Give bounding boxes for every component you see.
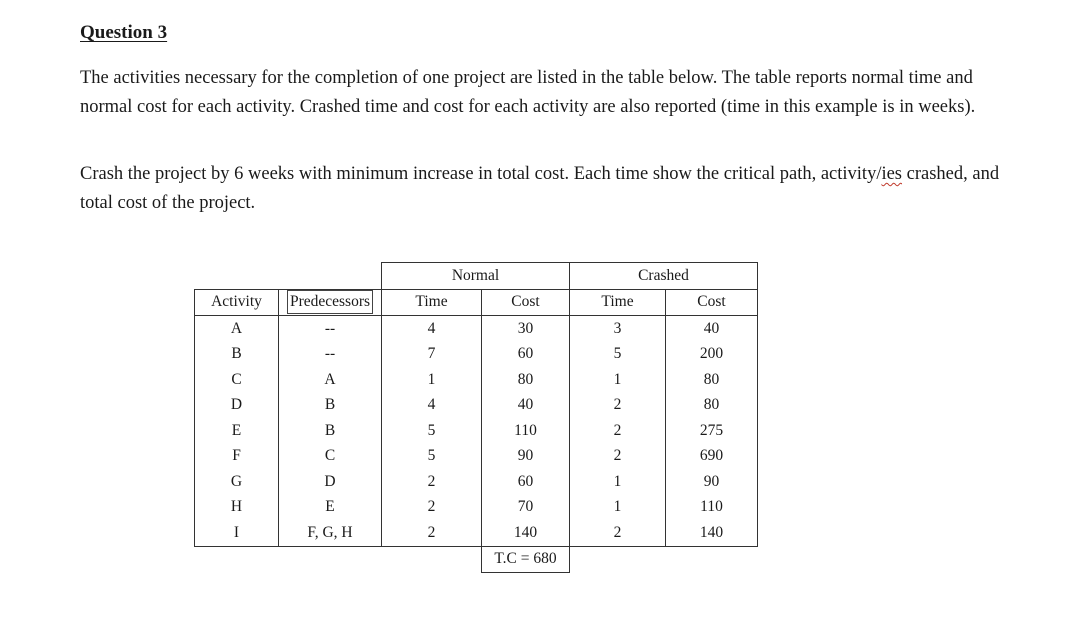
normal-time-cell: 5 (382, 444, 482, 470)
table-row (195, 393, 758, 419)
normal-cost-cell: 80 (482, 367, 570, 393)
crashed-cost-cell: 40 (666, 316, 758, 342)
crashed-cost-cell: 690 (666, 444, 758, 470)
normal-cost-cell: 40 (482, 393, 570, 419)
normal-time-cell: 2 (382, 495, 482, 521)
normal-cost-cell: 60 (482, 469, 570, 495)
crashed-time-cell: 2 (570, 520, 666, 546)
table-row (195, 316, 758, 342)
crashed-time-cell: 5 (570, 342, 666, 368)
normal-time-cell: 2 (382, 469, 482, 495)
activity-cell: G (195, 469, 279, 495)
column-header-row (195, 289, 758, 316)
crashed-time-cell: 2 (570, 444, 666, 470)
crashed-time-cell: 1 (570, 367, 666, 393)
predecessors-cell: C (279, 444, 382, 470)
activity-cell: F (195, 444, 279, 470)
table-row (195, 444, 758, 470)
crashed-cost-cell: 90 (666, 469, 758, 495)
normal-cost-cell: 30 (482, 316, 570, 342)
activity-cell: C (195, 367, 279, 393)
spellcheck-flagged-word[interactable]: ies (881, 164, 903, 184)
group-header-row (195, 263, 758, 290)
predecessors-cell: A (279, 367, 382, 393)
normal-cost-cell: 60 (482, 342, 570, 368)
normal-time-cell: 7 (382, 342, 482, 368)
normal-cost-column-header: Cost (482, 289, 570, 316)
total-cost-row (195, 546, 758, 573)
crashed-time-cell: 2 (570, 393, 666, 419)
table-row (195, 469, 758, 495)
activity-cell: I (195, 520, 279, 546)
crashed-time-cell: 1 (570, 469, 666, 495)
predecessors-cell: F, G, H (279, 520, 382, 546)
normal-time-cell: 5 (382, 418, 482, 444)
predecessors-cell: B (279, 418, 382, 444)
normal-time-column-header: Time (382, 289, 482, 316)
question-heading: Question 3 (80, 22, 168, 43)
normal-time-cell: 4 (382, 393, 482, 419)
predecessors-cell: E (279, 495, 382, 521)
problem-instructions (80, 160, 1015, 218)
predecessors-cell: -- (279, 316, 382, 342)
predecessors-cell: D (279, 469, 382, 495)
activity-cell: B (195, 342, 279, 368)
normal-cost-cell: 140 (482, 520, 570, 546)
normal-cost-cell: 90 (482, 444, 570, 470)
instructions-text-end: crashed, and total cost of the project. (80, 164, 1000, 213)
activity-table (194, 262, 758, 573)
crashed-cost-cell: 200 (666, 342, 758, 368)
table-row (195, 520, 758, 546)
crashed-cost-cell: 110 (666, 495, 758, 521)
crashed-time-cell: 2 (570, 418, 666, 444)
crashed-cost-cell: 80 (666, 367, 758, 393)
normal-group-header: Normal (382, 263, 570, 290)
total-cost-cell: T.C = 680 (482, 546, 570, 573)
normal-time-cell: 2 (382, 520, 482, 546)
activity-cell: H (195, 495, 279, 521)
predecessors-header-label: Predecessors (287, 290, 373, 314)
problem-description: The activities necessary for the completion of one project are listed in the table below. The table reports normal time and normal cost for each activity. Crashed time and cost for each activity are also reported (time in this example is in weeks). (80, 68, 976, 117)
predecessors-column-header (279, 289, 382, 316)
crashed-time-cell: 3 (570, 316, 666, 342)
activity-cell: D (195, 393, 279, 419)
crashed-group-header: Crashed (570, 263, 758, 290)
normal-time-cell: 1 (382, 367, 482, 393)
normal-cost-cell: 110 (482, 418, 570, 444)
normal-cost-cell: 70 (482, 495, 570, 521)
crashed-cost-cell: 140 (666, 520, 758, 546)
crashed-time-cell: 1 (570, 495, 666, 521)
predecessors-cell: B (279, 393, 382, 419)
instructions-text: Crash the project by 6 weeks with minimum increase in total cost. Each time show the critical path, activity/ (80, 164, 882, 184)
table-row (195, 495, 758, 521)
crashed-cost-cell: 80 (666, 393, 758, 419)
table-row (195, 367, 758, 393)
table-row (195, 342, 758, 368)
predecessors-cell: -- (279, 342, 382, 368)
crashed-cost-cell: 275 (666, 418, 758, 444)
activity-column-header: Activity (195, 289, 279, 316)
crashed-time-column-header: Time (570, 289, 666, 316)
table-row (195, 418, 758, 444)
activity-cell: A (195, 316, 279, 342)
normal-time-cell: 4 (382, 316, 482, 342)
activity-cell: E (195, 418, 279, 444)
crashed-cost-column-header: Cost (666, 289, 758, 316)
